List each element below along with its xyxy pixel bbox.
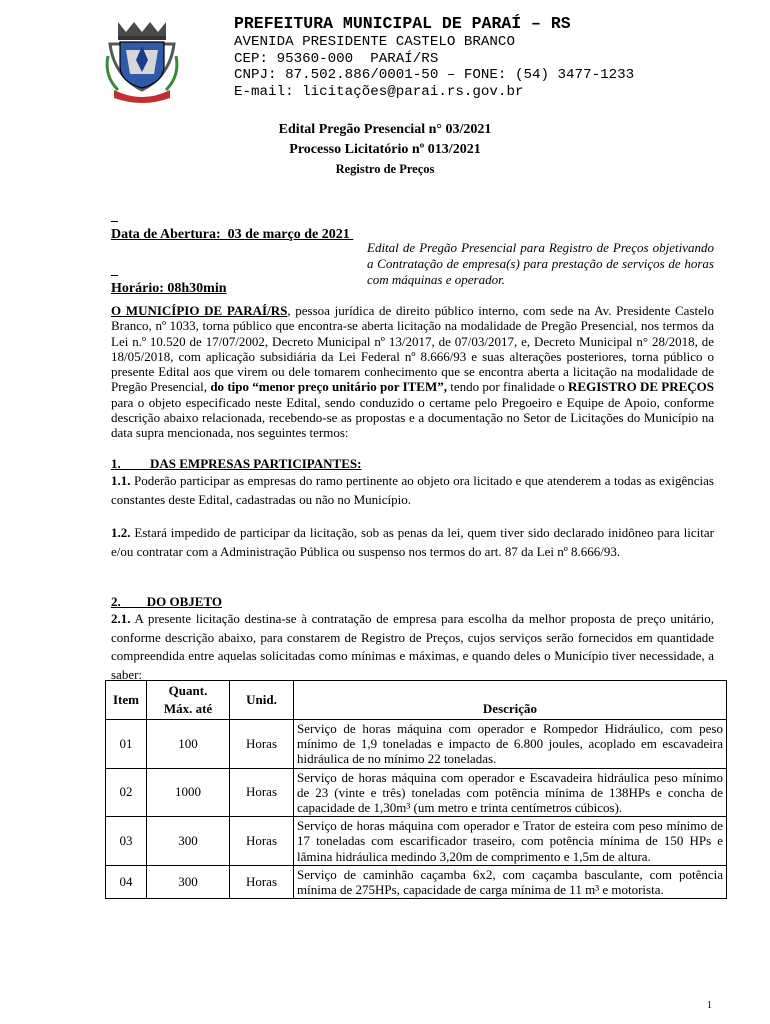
- table-row: [106, 865, 727, 898]
- opening-date: Data de Abertura: 03 de março de 2021: [111, 227, 354, 242]
- table-row: [106, 768, 727, 817]
- clause-1-1-text: Poderão participar as empresas do ramo pertinente ao objeto ora licitado e que atenderem a todas as exigências constantes deste Edital, cadastradas ou não no Município.: [111, 473, 714, 507]
- table-row: [106, 720, 727, 769]
- table-header-row: [106, 681, 727, 720]
- opening-info: [111, 190, 353, 316]
- cell-quantity: 1000: [147, 768, 230, 817]
- cell-unit: Horas: [230, 768, 294, 817]
- cell-item: 03: [106, 817, 147, 866]
- edital-title: Edital Pregão Presencial n° 03/2021: [278, 122, 492, 137]
- cell-unit: Horas: [230, 720, 294, 769]
- table-row: [106, 817, 727, 866]
- preamble-tipo: do tipo “menor preço unitário por ITEM”,: [210, 379, 447, 395]
- clause-1-2: [111, 524, 714, 561]
- cell-quantity: 300: [147, 865, 230, 898]
- processo-title: Processo Licitatório nº 013/2021: [289, 142, 481, 157]
- cell-unit: Horas: [230, 817, 294, 866]
- clause-2-1-text: A presente licitação destina-se à contratação de empresa para escolha da melhor proposta de preço unitário, conforme descrição abaixo, para constarem de Registro de Preços, cujos serviços serão fornecidos em quantidade compreendida entre aquelas solicitadas como mínimas e máximas, e quando deles o Município tiver necessidade, a saber:: [111, 611, 714, 682]
- cell-description: Serviço de horas máquina com operador e Rompedor Hidráulico, com peso mínimo de 1,9 toneladas e impacto de 6.800 joules, acoplado em escavadeira hidráulica de no mínimo 22 toneladas.: [294, 720, 727, 769]
- letterhead: [234, 14, 634, 100]
- header-unit: Unid.: [230, 681, 294, 720]
- cell-unit: Horas: [230, 865, 294, 898]
- preamble-registro: REGISTRO DE PREÇOS: [568, 379, 715, 395]
- cell-item: 02: [106, 768, 147, 817]
- email-line: E-mail: licitações@parai.rs.gov.br: [234, 83, 524, 100]
- cell-item: 01: [106, 720, 147, 769]
- cell-description: Serviço de horas máquina com operador e Escavadeira hidráulica peso mínimo de 23 (vinte e três) toneladas com potência mínima de 138HPs e concha de capacidade de 1,30m³ (um metro e trinta centímetros cúbicos).: [294, 768, 727, 817]
- header-quantity-line1: Quant.: [168, 683, 208, 698]
- section-1-heading: 1. DAS EMPRESAS PARTICIPANTES:: [111, 456, 362, 471]
- services-table: [105, 680, 727, 899]
- clause-2-1: [111, 610, 714, 684]
- cnpj-line: CNPJ: 87.502.886/0001-50 – FONE: (54) 3477-1233: [234, 67, 635, 84]
- header-quantity-line2: Máx. até: [163, 701, 213, 716]
- municipality-title: PREFEITURA MUNICIPAL DE PARAÍ – RS: [234, 14, 571, 33]
- section-2-heading: 2. DO OBJETO: [111, 594, 223, 609]
- cell-item: 04: [106, 865, 147, 898]
- header-item: Item: [106, 681, 147, 720]
- clause-1-2-number: 1.2.: [111, 525, 131, 540]
- municipio-name: O MUNICÍPIO DE PARAÍ/RS: [111, 303, 288, 318]
- page-number: 1: [707, 1000, 712, 1011]
- cell-quantity: 300: [147, 817, 230, 866]
- preamble-text-2: tendo por finalidade o: [447, 379, 569, 395]
- cell-quantity: 100: [147, 720, 230, 769]
- edital-summary: Edital de Pregão Presencial para Registro de Preços objetivando a Contratação de empresa(s) para prestação de serviços de horas com máquinas e operador.: [367, 240, 714, 287]
- address-line: AVENIDA PRESIDENTE CASTELO BRANCO: [234, 34, 515, 50]
- document-titles: [0, 120, 770, 179]
- preamble-text-3: para o objeto especificado neste Edital, sendo conduzido o certame pelo Pregoeiro e Equipe de Apoio, conforme descrição abaixo relacionada, recebendo-se as propostas e a documentação no Setor de Licitações do Município na data supra mencionada, nos seguintes termos:: [111, 394, 714, 441]
- cep-line: CEP: 95360-000 PARAÍ/RS: [234, 50, 439, 67]
- cell-description: Serviço de horas máquina com operador e Trator de esteira com peso mínimo de 17 toneladas com escarificador traseiro, com potência mínima de 150 HPs e lâmina hidráulica medindo 3,20m de comprimento e 1,5m de altura.: [294, 817, 727, 866]
- preamble-paragraph: [111, 303, 714, 441]
- clause-1-1-number: 1.1.: [111, 473, 131, 488]
- cell-description: Serviço de caminhão caçamba 6x2, com caçamba basculante, com potência mínima de 275HPs, capacidade de carga mínima de 11 m³ e motorista.: [294, 865, 727, 898]
- clause-1-2-text: Estará impedido de participar da licitação, sob as penas da lei, quem tiver sido declarado inidôneo para licitar e/ou contratar com a Administração Pública ou suspenso nos termos do art. 87 da Lei nº 8.666/93.: [111, 525, 714, 559]
- clause-1-1: [111, 472, 714, 509]
- opening-time: Horário: 08h30min: [111, 281, 227, 296]
- header-description: Descrição: [294, 681, 727, 720]
- header-quantity: [147, 681, 230, 720]
- preamble-text-1: , pessoa jurídica de direito público interno, com sede na Av. Presidente Castelo Branco, nº 1033, torna público que encontra-se aberta licitação na modalidade de Pregão Presencial, nos termos da Lei n.º 10.520 de 17/07/2002, Decreto Municipal nº 13/2017, de 07/03/2017, e, Decreto Municipal n° 28/2018, de 18/05/2018, com aplicação subsidiária da Lei Federal nº 8.666/93 e suas alterações posteriores, torna público o presente Edital aos que virem ou dele tomarem conhecimento que se encontra aberta a licitação na modalidade de Pregão Presencial,: [111, 303, 714, 395]
- registro-subtitle: Registro de Preços: [335, 162, 435, 176]
- municipal-crest-logo: [104, 16, 180, 104]
- clause-2-1-number: 2.1.: [111, 611, 131, 626]
